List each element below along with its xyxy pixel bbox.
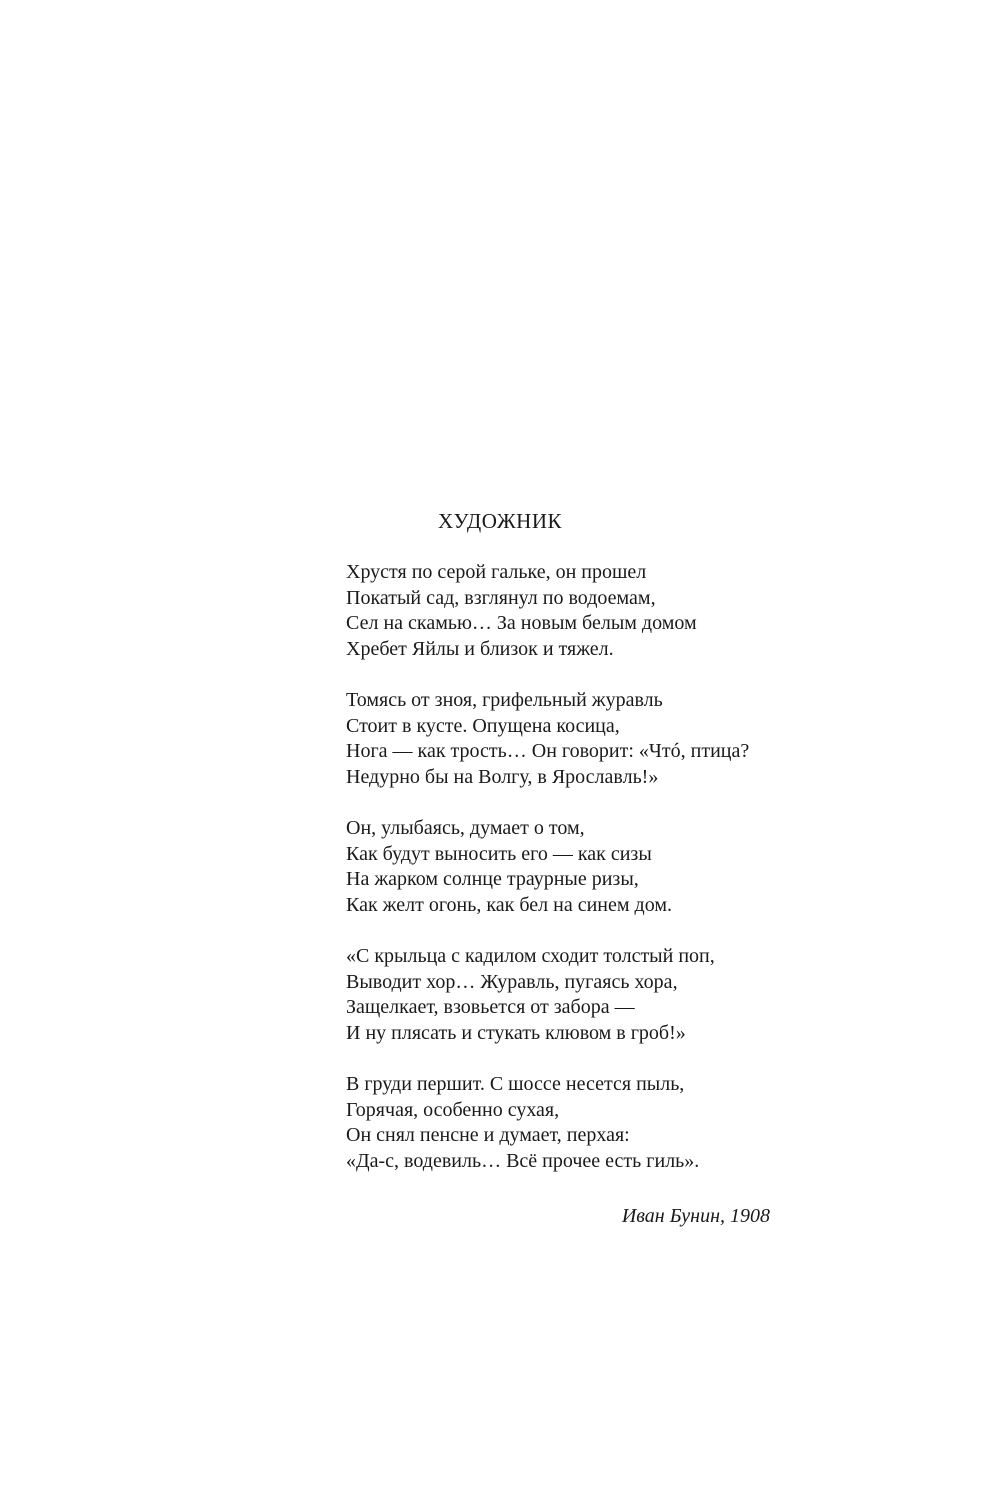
poem-line: Он, улыбаясь, думает о том, [346,817,585,839]
stanza [346,688,826,790]
poem-line: Выводит хор… Журавль, пугаясь хора, [346,970,678,993]
stanza [346,944,826,1046]
poem-line: «С крыльца с кадилом сходит толстый поп, [346,945,715,967]
poem-line: Хребет Яйлы и близок и тяжел. [346,637,614,660]
stanza [346,1072,826,1174]
poem-line: Защелкает, взовьется от забора — [346,996,635,1018]
poem-line: В груди першит. С шоссе несется пыль, [346,1073,685,1095]
poem-line: Нога — как трость… Он говорит: «Чтó, птица? [346,740,750,762]
poem-line: Как будут выносить его — как сизы [346,842,652,865]
poem-body [346,560,826,1200]
poem-title: ХУДОЖНИК [437,509,563,533]
poem-line: Он снял пенсне и думает, перхая: [346,1124,630,1146]
author-signature: Иван Бунин, 1908 [621,1205,770,1227]
poem-line: Горячая, особенно сухая, [346,1098,560,1121]
poem-line: Покатый сад, взглянул по водоемам, [346,586,656,609]
poem-line: Стоит в кусте. Опущена косица, [346,714,620,737]
stanza [346,816,826,918]
poem-line: Томясь от зноя, грифельный журавль [346,689,663,711]
poem-line: Как желт огонь, как бел на синем дом. [346,893,672,916]
poem-line: На жарком солнце траурные ризы, [346,868,639,890]
poem-line: «Да-с, водевиль… Всё прочее есть гиль». [346,1149,700,1172]
stanza [346,560,826,662]
poem-line: И ну плясать и стукать клювом в гроб!» [346,1021,686,1044]
poem-line: Сел на скамью… За новым белым домом [346,612,697,634]
poem-line: Недурно бы на Волгу, в Ярославль!» [346,765,659,788]
poem-line: Хрустя по серой гальке, он прошел [346,561,647,583]
